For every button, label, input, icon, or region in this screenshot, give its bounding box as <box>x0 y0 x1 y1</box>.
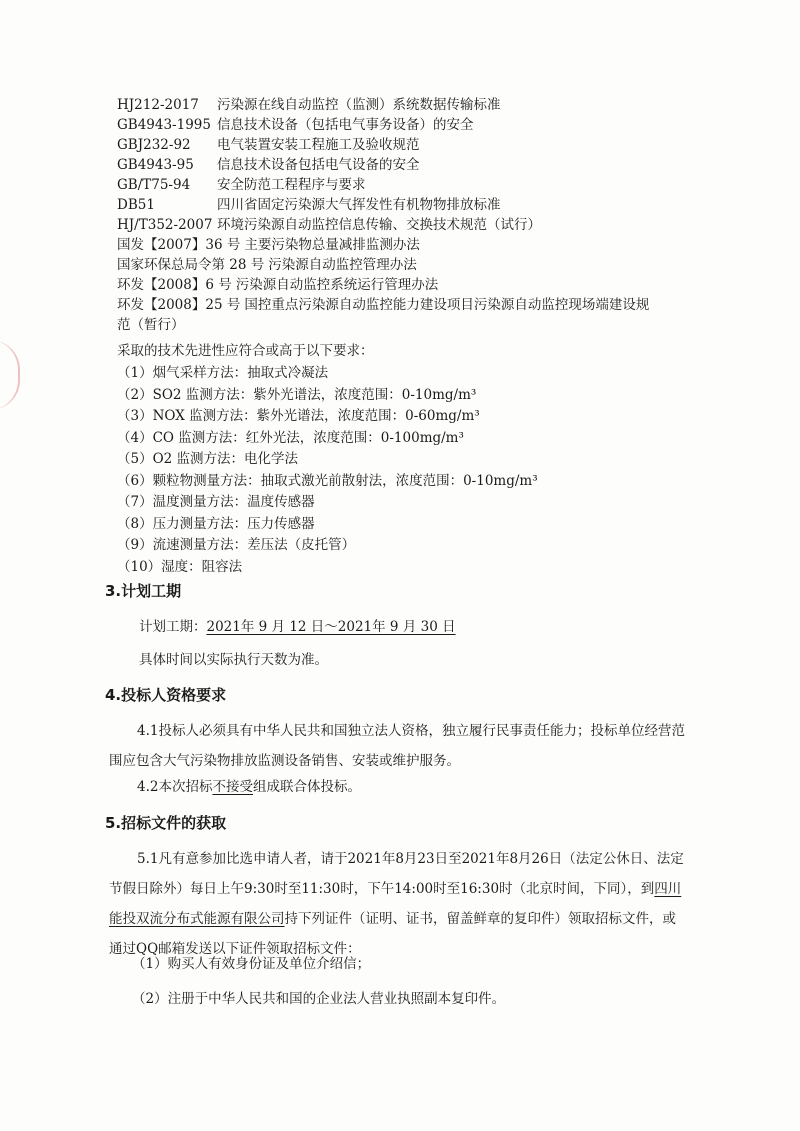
standard-desc: 电气装置安装工程施工及验收规范 <box>217 137 420 153</box>
tech-item: （2）SO2 监测方法：紫外光谱法，浓度范围：0-10mg/m³ <box>117 386 477 403</box>
tech-item: （6）颗粒物测量方法：抽取式激光前散射法，浓度范围：0-10mg/m³ <box>117 472 538 489</box>
section-4-p1: 4.1投标人必须具有中华人民共和国独立法人资格，独立履行民事责任能力；投标单位经营范围应包含大气污染物排放监测设备销售、安装或维护服务。 <box>109 723 685 769</box>
schedule-period: 2021年 9 月 12 日～2021年 9 月 30 日 <box>206 619 456 635</box>
standard-desc: 国控重点污染源自动监控能力建设项目污染源自动监控现场端建设规 <box>244 297 650 313</box>
standard-desc: 污染源自动监控管理办法 <box>268 257 417 273</box>
standard-code: 环发【2008】6 号 <box>117 277 232 293</box>
tech-item: （4）CO 监测方法：红外光法，浓度范围：0-100mg/m³ <box>117 429 464 446</box>
schedule-label: 计划工期： <box>139 619 207 635</box>
standard-code: 环发【2008】25 号 <box>117 297 241 313</box>
tech-intro: 采取的技术先进性应符合或高于以下要求： <box>117 343 374 359</box>
tech-item: （3）NOX 监测方法：紫外光谱法，浓度范围：0-60mg/m³ <box>117 408 480 424</box>
section-4-p2 <box>109 772 689 802</box>
standard-code: DB51 <box>117 197 155 213</box>
standard-row <box>117 154 750 176</box>
section-3-title: 3.计划工期 <box>105 582 182 600</box>
section-5-p1-b: 持下列证件（证明、证书，留盖鲜章的复印件）领取招标文件，或通过QQ邮箱发送以下证件领取招标文件： <box>109 911 676 957</box>
section-4-title: 4.投标人资格要求 <box>105 686 227 704</box>
schedule-note: 具体时间以实际执行天数为准。 <box>139 652 328 668</box>
standard-row <box>117 294 750 316</box>
standard-code: HJ212-2017 <box>117 97 199 113</box>
standard-desc: 污染源在线自动监控（监测）系统数据传输标准 <box>217 97 501 113</box>
tech-item: （9）流速测量方法：差压法（皮托管） <box>117 537 356 553</box>
standard-row <box>117 194 750 216</box>
standard-desc: 安全防范工程程序与要求 <box>217 177 366 193</box>
standard-desc: 信息技术设备（包括电气事务设备）的安全 <box>217 117 474 133</box>
section-5-title: 5.招标文件的获取 <box>105 814 227 832</box>
section-5-p1 <box>109 844 689 964</box>
section-5-item-1: （1）购买人有效身份证及单位介绍信； <box>132 956 371 972</box>
schedule-line <box>139 612 719 642</box>
standard-desc: 四川省固定污染源大气挥发性有机物物排放标准 <box>217 197 501 213</box>
tech-item: （7）温度测量方法：温度传感器 <box>117 494 315 510</box>
standard-row <box>117 94 750 116</box>
standard-row <box>117 254 750 276</box>
tech-item: （10）湿度：阻容法 <box>117 558 243 575</box>
standard-row <box>117 274 750 296</box>
standard-row <box>117 174 750 196</box>
section-5-p1-a: 5.1凡有意参加比选申请人者，请于2021年8月23日至2021年8月26日（法定公休日、法定节假日除外）每日上午9:30时至11:30时，下午14:00时至16:30时（北京时间，下同），到 <box>109 851 684 897</box>
seal-mark <box>0 340 20 410</box>
standard-code: GB/T75-94 <box>117 177 191 193</box>
tech-item: （8）压力测量方法：压力传感器 <box>117 515 315 532</box>
section-5-item-2: （2）注册于中华人民共和国的企业法人营业执照副本复印件。 <box>132 991 506 1007</box>
standard-code: GBJ232-92 <box>117 137 191 153</box>
standard-code: GB4943-95 <box>117 157 194 173</box>
section-4-p2-underline: 不接受 <box>212 779 253 795</box>
standard-desc: 主要污染物总量减排监测办法 <box>244 237 420 253</box>
standard-desc: 信息技术设备包括电气设备的安全 <box>217 157 420 173</box>
standard-row <box>117 134 750 156</box>
standard-desc: 环境污染源自动监控信息传输、交换技术规范（试行） <box>217 217 541 233</box>
section-4-p2-a: 4.2本次招标 <box>137 779 213 795</box>
tech-item: （1）烟气采样方法：抽取式冷凝法 <box>117 365 329 381</box>
standard-code: HJ/T352-2007 <box>117 217 213 233</box>
standard-code: 国家环保总局令第 28 号 <box>117 257 265 273</box>
standard-row <box>117 114 750 136</box>
standard-row <box>117 234 750 256</box>
tech-item: （5）O2 监测方法：电化学法 <box>117 451 299 467</box>
standard-code: 国发【2007】36 号 <box>117 237 241 253</box>
standard-row <box>117 214 750 236</box>
company-name: 四川能投双流分布式能源有限公司 <box>109 881 682 927</box>
standard-desc: 污染源自动监控系统运行管理办法 <box>235 277 439 293</box>
standards-tail: 范（暂行） <box>117 317 185 333</box>
standard-code: GB4943-1995 <box>117 117 211 133</box>
section-4-p2-b: 组成联合体投标。 <box>252 779 361 795</box>
